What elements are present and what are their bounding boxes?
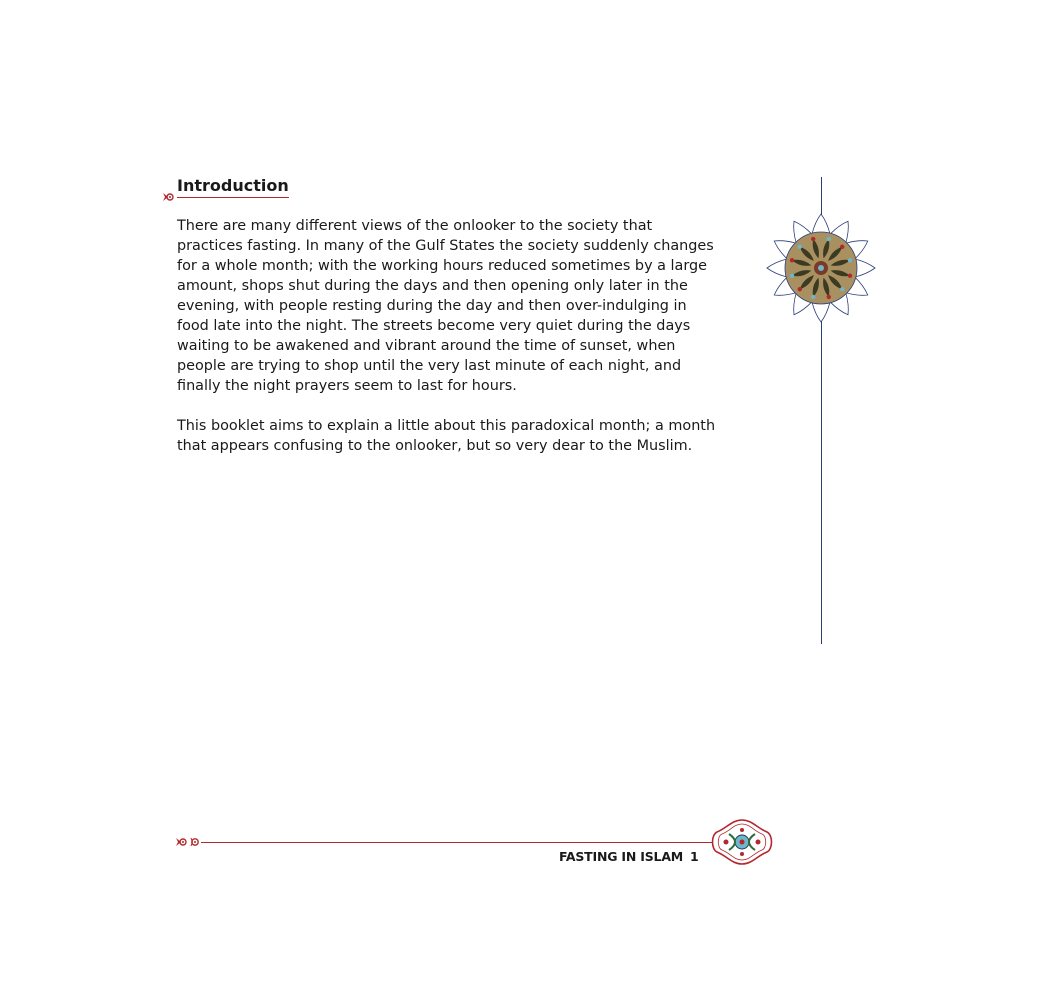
footer-rule — [201, 842, 714, 843]
paragraph: There are many different views of the onlooker to the society that practices fasting. In many of the Gulf States the society suddenly changes for a whole month; with the working hours reduced sometimes by a large amount, shops shut during the days and then opening only later in the evening, with people resting during the day and then over-indulging in food late into the night. The streets become very quiet during the days waiting to be awakened and vibrant around the time of sunset, when people are trying to shop until the very last minute of each night, and finally the night prayers seem to last for hours. — [177, 218, 714, 394]
footer-title: FASTING IN ISLAM — [559, 849, 684, 864]
islamic-rosette-icon — [765, 212, 877, 324]
intro-body — [177, 216, 717, 476]
footer-ornament-icon — [175, 836, 203, 848]
medallion-icon — [709, 818, 775, 866]
page-heading: Introduction — [177, 176, 289, 198]
paragraph: This booklet aims to explain a little about this paradoxical month; a month that appears confusing to the onlooker, but so very dear to the Muslim. — [177, 418, 716, 454]
page-number: 1 — [690, 849, 699, 864]
heading-ornament-icon — [162, 191, 174, 203]
